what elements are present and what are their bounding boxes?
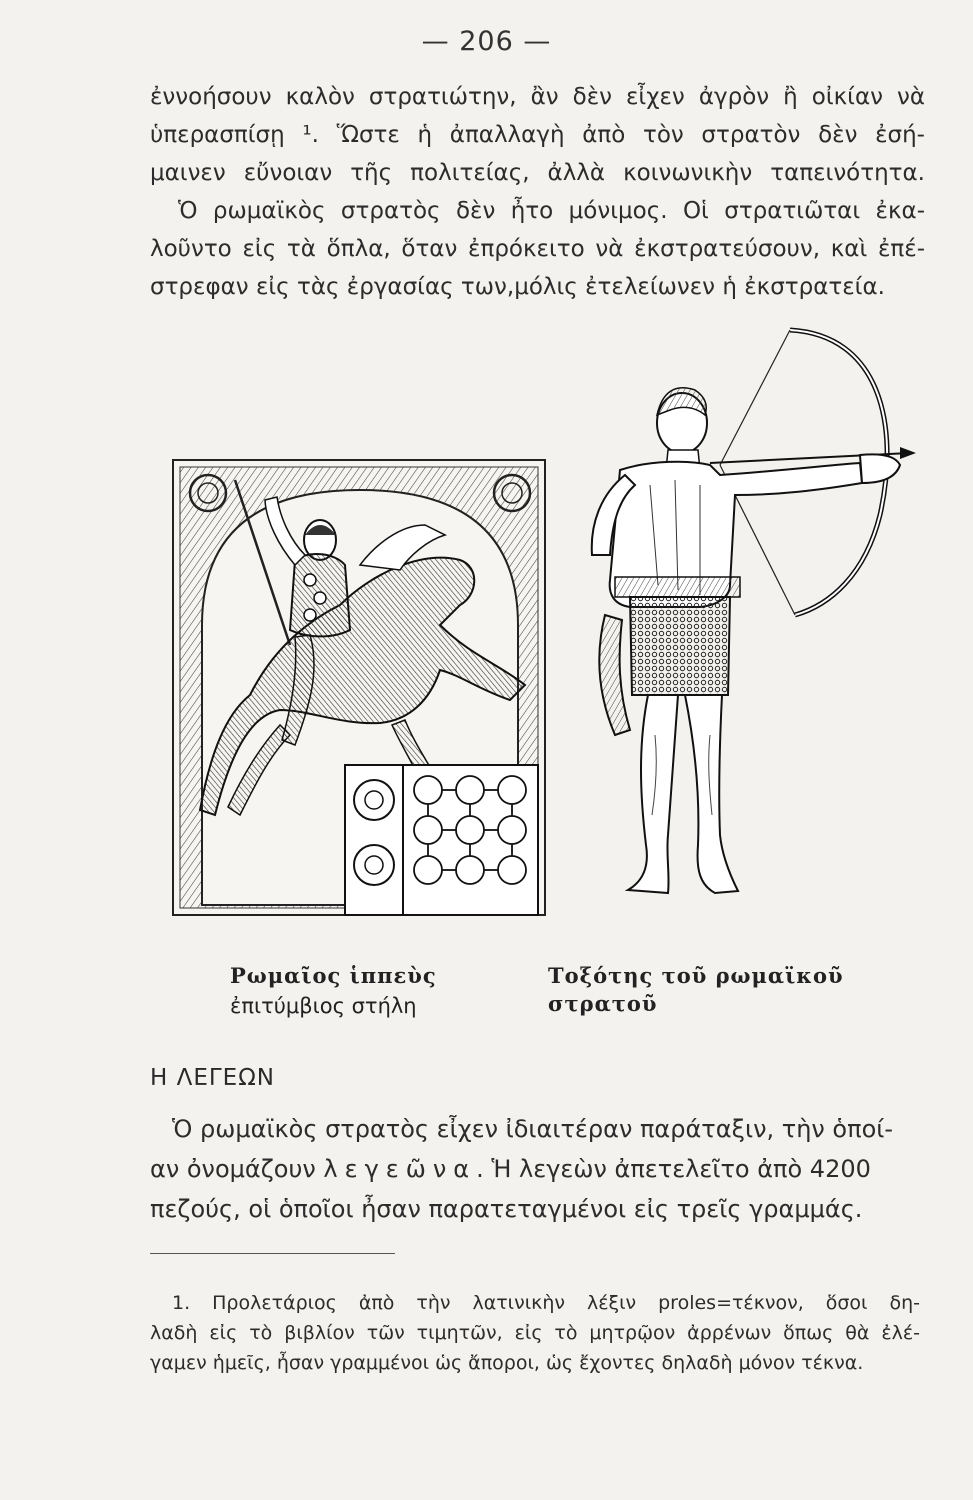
paragraph-1-line: ὑπερασπίσῃ ¹. Ὥστε ἡ ἀπαλλαγὴ ἀπὸ τὸν στρατὸν δὲν ἐσή- <box>150 122 925 148</box>
paragraph-1-line: Ὁ ρωμαϊκὸς στρατὸς δὲν ἦτο μόνιμος. Οἱ στρατιῶται ἐκα- <box>178 198 925 224</box>
footnote <box>150 1288 920 1378</box>
page-number: — 206 — <box>421 26 552 57</box>
roman-archer-engraving <box>560 315 925 905</box>
paragraph-2-text: αν ὀνομάζουν <box>150 1155 316 1183</box>
archer-drawing <box>560 315 925 905</box>
horseman-caption-subtitle: ἐπιτύμβιος στήλη <box>230 994 417 1018</box>
roman-horseman-stele-engraving <box>170 455 550 920</box>
term-legion: λεγεῶνα <box>323 1155 477 1183</box>
archer-caption: Τοξότης τοῦ ρωμαϊκοῦ στρατοῦ <box>548 963 844 1016</box>
paragraph-2-text: . Ἡ λεγεὼν ἀπετελεῖτο ἀπὸ 4200 <box>476 1155 871 1183</box>
paragraph-1 <box>150 78 925 306</box>
paragraph-1-line: ἐννοήσουν καλὸν στρατιώτην, ἂν δὲν εἶχεν ἀγρὸν ἢ οἰκίαν νὰ <box>150 84 925 110</box>
footnote-line: 1. Προλετάριος ἀπὸ τὴν λατινικὴν λέξιν proles=τέκνον, ὅσοι δη- <box>172 1292 920 1314</box>
section-heading: Η ΛΕΓΕΩΝ <box>150 1065 275 1091</box>
horseman-drawing <box>170 455 550 920</box>
paragraph-2 <box>150 1109 920 1229</box>
paragraph-1-line: στρεφαν εἰς τὰς ἐργασίας των,μόλις ἐτελείωνεν ἡ ἐκστρατεία. <box>150 274 885 300</box>
paragraph-1-line: λοῦντο εἰς τὰ ὅπλα, ὅταν ἐπρόκειτο νὰ ἐκστρατεύσουν, καὶ ἐπέ- <box>150 236 925 262</box>
paragraph-1-line: μαινεν εὔνοιαν τῆς πολιτείας, ἀλλὰ κοινωνικὴν ταπεινότητα. <box>150 160 925 186</box>
paragraph-2-line: πεζούς, οἱ ὁποῖοι ἦσαν παρατεταγμένοι εἰς τρεῖς γραμμάς. <box>150 1195 863 1223</box>
footnote-line: γαμεν ἡμεῖς, ἦσαν γραμμένοι ὡς ἄποροι, ὡς ἔχοντες δηλαδὴ μόνον τέκνα. <box>150 1352 864 1374</box>
paragraph-2-line <box>150 1149 920 1189</box>
horseman-caption <box>230 962 450 1020</box>
paragraph-2-line: Ὁ ρωμαϊκὸς στρατὸς εἶχεν ἰδιαιτέραν παράταξιν, τὴν ὁποί- <box>172 1115 894 1143</box>
footnote-line: λαδὴ εἰς τὸ βιβλίον τῶν τιμητῶν, εἰς τὸ μητρῷον ἀρρένων ὅπως θὰ ἐλέ- <box>150 1322 920 1344</box>
footnote-divider <box>150 1253 395 1254</box>
horseman-caption-title: Ρωμαῖος ἱππεὺς <box>230 963 437 988</box>
